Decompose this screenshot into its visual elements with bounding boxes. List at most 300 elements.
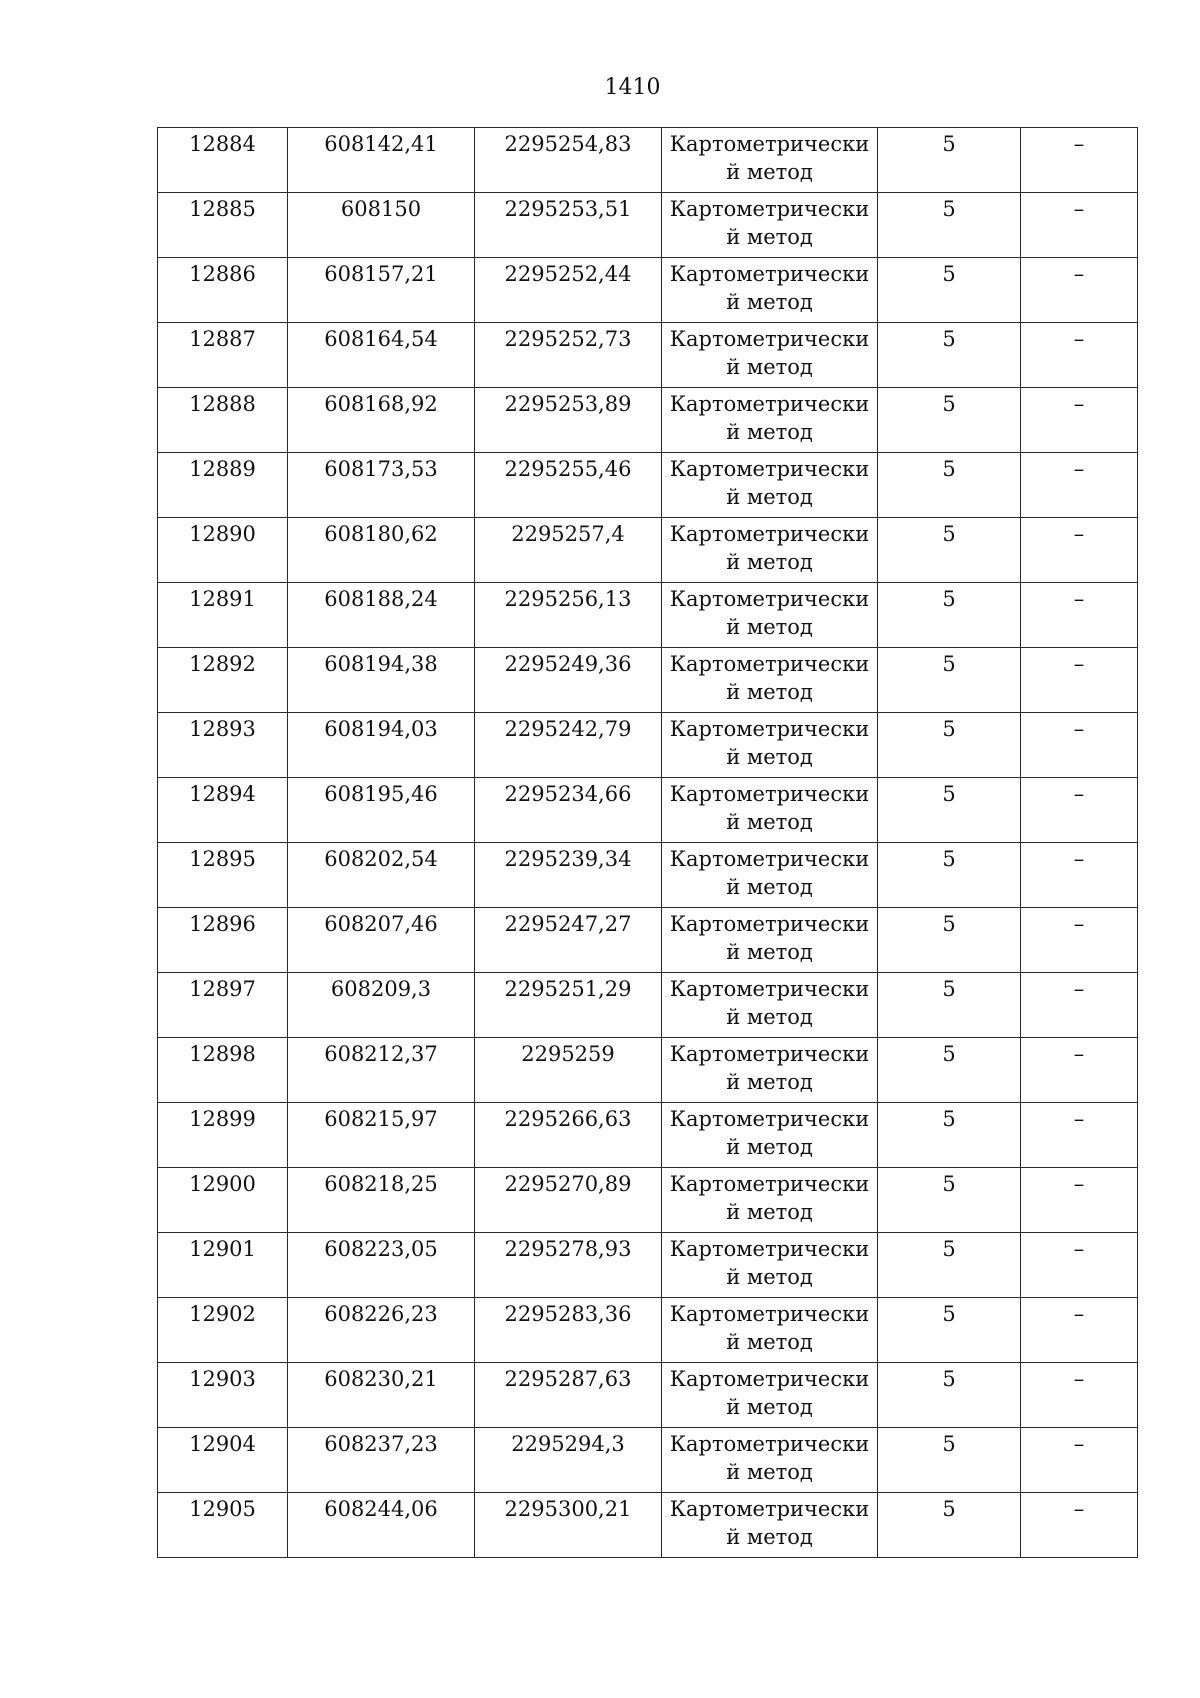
- accuracy-cell: [878, 648, 1021, 713]
- table-row: [158, 648, 1138, 713]
- method-cell: [662, 1493, 878, 1558]
- note-value: –: [1073, 1432, 1085, 1456]
- accuracy-cell: [878, 453, 1021, 518]
- x-coordinate-cell: [288, 1103, 475, 1168]
- accuracy-cell: [878, 1038, 1021, 1103]
- point-number-value: 12900: [189, 1172, 256, 1196]
- note-value: –: [1073, 132, 1085, 156]
- x-coordinate-value: 608218,25: [324, 1172, 438, 1196]
- accuracy-cell: [878, 128, 1021, 193]
- accuracy-cell: [878, 1428, 1021, 1493]
- table-row: [158, 323, 1138, 388]
- x-coordinate-value: 608195,46: [324, 782, 438, 806]
- table-row: [158, 713, 1138, 778]
- x-coordinate-cell: [288, 1363, 475, 1428]
- note-cell: [1021, 1168, 1138, 1233]
- accuracy-cell: [878, 1103, 1021, 1168]
- note-cell: [1021, 778, 1138, 843]
- accuracy-cell: [878, 778, 1021, 843]
- y-coordinate-value: 2295254,83: [504, 132, 632, 156]
- method-value: [662, 973, 877, 1031]
- method-text-line: й метод: [726, 615, 813, 639]
- x-coordinate-value: 608212,37: [324, 1042, 438, 1066]
- y-coordinate-cell: [475, 1428, 662, 1493]
- method-value: [662, 1493, 877, 1551]
- point-number-value: 12903: [189, 1367, 256, 1391]
- y-coordinate-value: 2295257,4: [511, 522, 625, 546]
- y-coordinate-value: 2295294,3: [511, 1432, 625, 1456]
- method-text-line: й метод: [726, 745, 813, 769]
- x-coordinate-value: 608215,97: [324, 1107, 438, 1131]
- y-coordinate-cell: [475, 1168, 662, 1233]
- table-row: [158, 778, 1138, 843]
- y-coordinate-value: 2295259: [521, 1042, 615, 1066]
- y-coordinate-value: 2295300,21: [504, 1497, 632, 1521]
- point-number-value: 12890: [189, 522, 256, 546]
- x-coordinate-cell: [288, 778, 475, 843]
- method-value: [662, 843, 877, 901]
- y-coordinate-value: 2295255,46: [504, 457, 632, 481]
- method-text-line: Картометрически: [669, 1302, 870, 1326]
- note-cell: [1021, 648, 1138, 713]
- note-cell: [1021, 583, 1138, 648]
- y-coordinate-value: 2295266,63: [504, 1107, 632, 1131]
- point-number-cell: [158, 1103, 288, 1168]
- method-text-line: Картометрически: [669, 1107, 870, 1131]
- y-coordinate-value: 2295252,44: [504, 262, 632, 286]
- method-text-line: й метод: [726, 1200, 813, 1224]
- method-text-line: й метод: [726, 940, 813, 964]
- point-number-value: 12898: [189, 1042, 256, 1066]
- y-coordinate-cell: [475, 193, 662, 258]
- page-number: 1410: [604, 75, 661, 100]
- y-coordinate-value: 2295239,34: [504, 847, 632, 871]
- x-coordinate-value: 608202,54: [324, 847, 438, 871]
- point-number-cell: [158, 193, 288, 258]
- point-number-cell: [158, 258, 288, 323]
- point-number-value: 12889: [189, 457, 256, 481]
- method-cell: [662, 193, 878, 258]
- method-value: [662, 1428, 877, 1486]
- note-value: –: [1073, 847, 1085, 871]
- table-row: [158, 128, 1138, 193]
- point-number-cell: [158, 778, 288, 843]
- method-value: [662, 1103, 877, 1161]
- table-row: [158, 258, 1138, 323]
- x-coordinate-value: 608237,23: [324, 1432, 438, 1456]
- point-number-cell: [158, 973, 288, 1038]
- method-value: [662, 1298, 877, 1356]
- note-cell: [1021, 128, 1138, 193]
- x-coordinate-value: 608164,54: [324, 327, 438, 351]
- note-value: –: [1073, 392, 1085, 416]
- method-value: [662, 1233, 877, 1291]
- point-number-value: 12884: [189, 132, 256, 156]
- x-coordinate-cell: [288, 973, 475, 1038]
- x-coordinate-cell: [288, 193, 475, 258]
- method-value: [662, 778, 877, 836]
- method-text-line: Картометрически: [669, 392, 870, 416]
- note-cell: [1021, 908, 1138, 973]
- method-text-line: Картометрически: [669, 457, 870, 481]
- method-text-line: й метод: [726, 225, 813, 249]
- method-text-line: й метод: [726, 550, 813, 574]
- point-number-cell: [158, 323, 288, 388]
- point-number-cell: [158, 583, 288, 648]
- x-coordinate-cell: [288, 713, 475, 778]
- note-value: –: [1073, 717, 1085, 741]
- accuracy-cell: [878, 518, 1021, 583]
- method-value: [662, 388, 877, 446]
- x-coordinate-cell: [288, 323, 475, 388]
- table-row: [158, 1298, 1138, 1363]
- note-cell: [1021, 1428, 1138, 1493]
- method-text-line: Картометрически: [669, 1432, 870, 1456]
- y-coordinate-cell: [475, 713, 662, 778]
- method-text-line: й метод: [726, 1460, 813, 1484]
- table-row: [158, 388, 1138, 453]
- point-number-cell: [158, 1168, 288, 1233]
- method-value: [662, 518, 877, 576]
- method-cell: [662, 713, 878, 778]
- note-value: –: [1073, 197, 1085, 221]
- method-cell: [662, 1038, 878, 1103]
- note-cell: [1021, 258, 1138, 323]
- y-coordinate-cell: [475, 323, 662, 388]
- x-coordinate-cell: [288, 908, 475, 973]
- point-number-value: 12899: [189, 1107, 256, 1131]
- method-text-line: Картометрически: [669, 1042, 870, 1066]
- table-row: [158, 583, 1138, 648]
- point-number-cell: [158, 713, 288, 778]
- point-number-cell: [158, 518, 288, 583]
- point-number-cell: [158, 1363, 288, 1428]
- method-text-line: Картометрически: [669, 782, 870, 806]
- point-number-cell: [158, 1298, 288, 1363]
- method-text-line: й метод: [726, 1005, 813, 1029]
- x-coordinate-value: 608168,92: [324, 392, 438, 416]
- accuracy-value: 5: [942, 1107, 956, 1131]
- x-coordinate-cell: [288, 388, 475, 453]
- method-value: [662, 583, 877, 641]
- point-number-cell: [158, 388, 288, 453]
- accuracy-value: 5: [942, 1497, 956, 1521]
- method-cell: [662, 778, 878, 843]
- method-cell: [662, 323, 878, 388]
- method-cell: [662, 1168, 878, 1233]
- point-number-cell: [158, 908, 288, 973]
- accuracy-cell: [878, 193, 1021, 258]
- note-value: –: [1073, 587, 1085, 611]
- method-text-line: й метод: [726, 810, 813, 834]
- note-value: –: [1073, 1107, 1085, 1131]
- accuracy-cell: [878, 583, 1021, 648]
- method-text-line: Картометрически: [669, 1497, 870, 1521]
- x-coordinate-cell: [288, 583, 475, 648]
- method-text-line: й метод: [726, 420, 813, 444]
- x-coordinate-cell: [288, 1428, 475, 1493]
- y-coordinate-value: 2295252,73: [504, 327, 632, 351]
- note-cell: [1021, 323, 1138, 388]
- note-cell: [1021, 843, 1138, 908]
- y-coordinate-cell: [475, 388, 662, 453]
- accuracy-value: 5: [942, 1172, 956, 1196]
- x-coordinate-cell: [288, 1168, 475, 1233]
- y-coordinate-value: 2295251,29: [504, 977, 632, 1001]
- x-coordinate-cell: [288, 453, 475, 518]
- accuracy-value: 5: [942, 847, 956, 871]
- accuracy-value: 5: [942, 1302, 956, 1326]
- method-text-line: Картометрически: [669, 912, 870, 936]
- method-value: [662, 1038, 877, 1096]
- method-cell: [662, 518, 878, 583]
- y-coordinate-value: 2295287,63: [504, 1367, 632, 1391]
- point-number-value: 12897: [189, 977, 256, 1001]
- note-value: –: [1073, 977, 1085, 1001]
- method-text-line: й метод: [726, 160, 813, 184]
- table-row: [158, 1363, 1138, 1428]
- x-coordinate-value: 608173,53: [324, 457, 438, 481]
- method-value: [662, 323, 877, 381]
- point-number-value: 12896: [189, 912, 256, 936]
- method-text-line: Картометрически: [669, 1367, 870, 1391]
- accuracy-value: 5: [942, 1237, 956, 1261]
- x-coordinate-cell: [288, 258, 475, 323]
- y-coordinate-value: 2295270,89: [504, 1172, 632, 1196]
- y-coordinate-cell: [475, 518, 662, 583]
- point-number-value: 12886: [189, 262, 256, 286]
- point-number-value: 12895: [189, 847, 256, 871]
- method-value: [662, 648, 877, 706]
- method-text-line: й метод: [726, 680, 813, 704]
- y-coordinate-value: 2295283,36: [504, 1302, 632, 1326]
- accuracy-value: 5: [942, 522, 956, 546]
- y-coordinate-value: 2295242,79: [504, 717, 632, 741]
- accuracy-cell: [878, 908, 1021, 973]
- x-coordinate-cell: [288, 128, 475, 193]
- y-coordinate-value: 2295249,36: [504, 652, 632, 676]
- table-row: [158, 1168, 1138, 1233]
- point-number-cell: [158, 1428, 288, 1493]
- method-value: [662, 1363, 877, 1421]
- accuracy-value: 5: [942, 132, 956, 156]
- point-number-value: 12893: [189, 717, 256, 741]
- method-cell: [662, 1233, 878, 1298]
- accuracy-value: 5: [942, 717, 956, 741]
- method-cell: [662, 258, 878, 323]
- note-value: –: [1073, 912, 1085, 936]
- x-coordinate-cell: [288, 518, 475, 583]
- accuracy-cell: [878, 388, 1021, 453]
- method-text-line: Картометрически: [669, 717, 870, 741]
- method-text-line: Картометрически: [669, 587, 870, 611]
- method-cell: [662, 1103, 878, 1168]
- note-cell: [1021, 1103, 1138, 1168]
- method-cell: [662, 128, 878, 193]
- accuracy-value: 5: [942, 587, 956, 611]
- coordinates-table: [157, 127, 1138, 1558]
- accuracy-value: 5: [942, 262, 956, 286]
- note-value: –: [1073, 652, 1085, 676]
- coordinates-table-body: [158, 128, 1138, 1558]
- point-number-value: 12892: [189, 652, 256, 676]
- table-row: [158, 843, 1138, 908]
- x-coordinate-cell: [288, 648, 475, 713]
- note-cell: [1021, 1233, 1138, 1298]
- method-text-line: й метод: [726, 355, 813, 379]
- table-row: [158, 453, 1138, 518]
- point-number-value: 12891: [189, 587, 256, 611]
- accuracy-value: 5: [942, 1432, 956, 1456]
- accuracy-value: 5: [942, 392, 956, 416]
- method-text-line: й метод: [726, 485, 813, 509]
- note-cell: [1021, 388, 1138, 453]
- point-number-value: 12905: [189, 1497, 256, 1521]
- method-text-line: Картометрически: [669, 327, 870, 351]
- method-text-line: й метод: [726, 1525, 813, 1549]
- method-cell: [662, 1428, 878, 1493]
- x-coordinate-value: 608142,41: [324, 132, 438, 156]
- accuracy-cell: [878, 323, 1021, 388]
- method-text-line: Картометрически: [669, 522, 870, 546]
- method-text-line: Картометрически: [669, 1172, 870, 1196]
- x-coordinate-value: 608194,03: [324, 717, 438, 741]
- note-cell: [1021, 193, 1138, 258]
- method-cell: [662, 1298, 878, 1363]
- method-value: [662, 908, 877, 966]
- x-coordinate-value: 608150: [340, 197, 422, 221]
- accuracy-value: 5: [942, 197, 956, 221]
- x-coordinate-value: 608157,21: [324, 262, 438, 286]
- accuracy-cell: [878, 713, 1021, 778]
- x-coordinate-cell: [288, 1038, 475, 1103]
- method-cell: [662, 973, 878, 1038]
- note-value: –: [1073, 522, 1085, 546]
- x-coordinate-value: 608194,38: [324, 652, 438, 676]
- point-number-value: 12902: [189, 1302, 256, 1326]
- note-cell: [1021, 1298, 1138, 1363]
- accuracy-value: 5: [942, 327, 956, 351]
- accuracy-cell: [878, 1168, 1021, 1233]
- y-coordinate-cell: [475, 1103, 662, 1168]
- method-text-line: й метод: [726, 1265, 813, 1289]
- accuracy-value: 5: [942, 912, 956, 936]
- note-cell: [1021, 973, 1138, 1038]
- accuracy-value: 5: [942, 652, 956, 676]
- accuracy-cell: [878, 973, 1021, 1038]
- method-text-line: й метод: [726, 1330, 813, 1354]
- y-coordinate-cell: [475, 258, 662, 323]
- note-value: –: [1073, 782, 1085, 806]
- method-text-line: Картометрически: [669, 262, 870, 286]
- note-cell: [1021, 1363, 1138, 1428]
- x-coordinate-value: 608180,62: [324, 522, 438, 546]
- x-coordinate-value: 608230,21: [324, 1367, 438, 1391]
- method-text-line: Картометрически: [669, 977, 870, 1001]
- y-coordinate-value: 2295234,66: [504, 782, 632, 806]
- method-value: [662, 713, 877, 771]
- x-coordinate-value: 608244,06: [324, 1497, 438, 1521]
- x-coordinate-value: 608223,05: [324, 1237, 438, 1261]
- point-number-cell: [158, 1038, 288, 1103]
- y-coordinate-value: 2295253,89: [504, 392, 632, 416]
- point-number-value: 12904: [189, 1432, 256, 1456]
- y-coordinate-cell: [475, 1298, 662, 1363]
- method-text-line: Картометрически: [669, 132, 870, 156]
- note-value: –: [1073, 1497, 1085, 1521]
- point-number-value: 12901: [189, 1237, 256, 1261]
- method-text-line: й метод: [726, 1395, 813, 1419]
- method-text-line: Картометрически: [669, 197, 870, 221]
- note-cell: [1021, 518, 1138, 583]
- x-coordinate-cell: [288, 1298, 475, 1363]
- accuracy-cell: [878, 1363, 1021, 1428]
- y-coordinate-value: 2295278,93: [504, 1237, 632, 1261]
- accuracy-value: 5: [942, 1367, 956, 1391]
- method-cell: [662, 583, 878, 648]
- note-value: –: [1073, 1237, 1085, 1261]
- method-value: [662, 453, 877, 511]
- point-number-value: 12894: [189, 782, 256, 806]
- y-coordinate-cell: [475, 778, 662, 843]
- method-cell: [662, 843, 878, 908]
- point-number-cell: [158, 648, 288, 713]
- y-coordinate-cell: [475, 128, 662, 193]
- point-number-cell: [158, 843, 288, 908]
- point-number-value: 12887: [189, 327, 256, 351]
- y-coordinate-cell: [475, 583, 662, 648]
- method-cell: [662, 908, 878, 973]
- note-value: –: [1073, 327, 1085, 351]
- note-value: –: [1073, 1172, 1085, 1196]
- x-coordinate-cell: [288, 1493, 475, 1558]
- method-value: [662, 128, 877, 186]
- method-value: [662, 258, 877, 316]
- method-text-line: й метод: [726, 875, 813, 899]
- method-cell: [662, 1363, 878, 1428]
- y-coordinate-cell: [475, 453, 662, 518]
- table-row: [158, 908, 1138, 973]
- method-cell: [662, 453, 878, 518]
- x-coordinate-value: 608226,23: [324, 1302, 438, 1326]
- accuracy-value: 5: [942, 1042, 956, 1066]
- note-cell: [1021, 1038, 1138, 1103]
- method-text-line: й метод: [726, 290, 813, 314]
- table-row: [158, 1038, 1138, 1103]
- accuracy-cell: [878, 1493, 1021, 1558]
- accuracy-cell: [878, 1233, 1021, 1298]
- x-coordinate-value: 608188,24: [324, 587, 438, 611]
- method-cell: [662, 388, 878, 453]
- y-coordinate-cell: [475, 1233, 662, 1298]
- note-cell: [1021, 1493, 1138, 1558]
- point-number-cell: [158, 128, 288, 193]
- note-value: –: [1073, 1302, 1085, 1326]
- table-row: [158, 518, 1138, 583]
- accuracy-cell: [878, 1298, 1021, 1363]
- y-coordinate-value: 2295256,13: [504, 587, 632, 611]
- note-value: –: [1073, 457, 1085, 481]
- point-number-cell: [158, 1233, 288, 1298]
- note-cell: [1021, 453, 1138, 518]
- method-text-line: й метод: [726, 1070, 813, 1094]
- accuracy-value: 5: [942, 977, 956, 1001]
- x-coordinate-cell: [288, 843, 475, 908]
- x-coordinate-value: 608207,46: [324, 912, 438, 936]
- point-number-cell: [158, 1493, 288, 1558]
- point-number-cell: [158, 453, 288, 518]
- method-text-line: Картометрически: [669, 1237, 870, 1261]
